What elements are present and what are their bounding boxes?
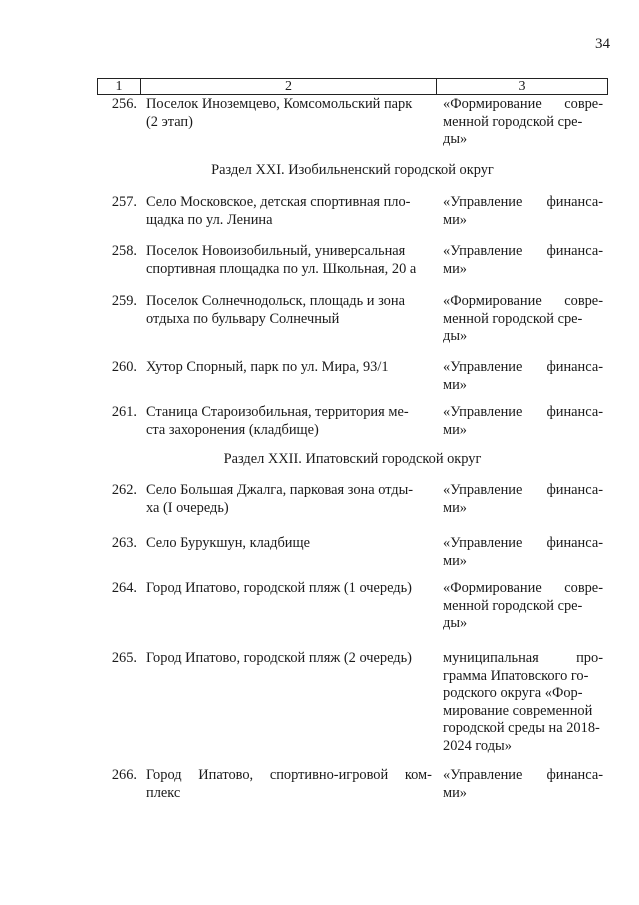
row-program-line: ми»: [443, 260, 468, 277]
row-program-line: мирование современной: [443, 702, 593, 719]
row-name-line: Город Ипатово, городской пляж (1 очередь): [146, 580, 412, 596]
row-program-line: [443, 96, 603, 114]
program-word: финанса-: [546, 404, 603, 420]
row-program: [443, 194, 603, 229]
row-name-line: Поселок Солнечнодольск, площадь и зона: [146, 293, 405, 309]
row-program-line: ми»: [443, 499, 468, 516]
program-word: финанса-: [546, 243, 603, 259]
program-word: «Управление: [443, 767, 523, 783]
header-col-2: 2: [141, 79, 437, 94]
row-program-line: ды»: [443, 615, 468, 631]
row-program: [443, 482, 603, 517]
row-program-line: ды»: [443, 328, 468, 344]
row-program: [443, 359, 603, 394]
row-name-line: ста захоронения (кладбище): [146, 421, 319, 438]
row-program-line: [443, 243, 603, 261]
row-name-line: Хутор Спорный, парк по ул. Мира, 93/1: [146, 359, 389, 375]
row-name: [146, 293, 432, 328]
row-program-line: [443, 650, 603, 668]
row-name-line: Село Большая Джалга, парковая зона отды-: [146, 482, 414, 498]
program-word: «Управление: [443, 243, 523, 259]
row-name: [146, 650, 432, 668]
program-word: «Формирование: [443, 96, 542, 112]
row-name: [146, 580, 432, 598]
program-word: «Управление: [443, 404, 523, 420]
row-name-line: Поселок Иноземцево, Комсомольский парк: [146, 96, 413, 112]
row-name-line: Город Ипатово, городской пляж (2 очередь): [146, 650, 412, 666]
program-word: про-: [576, 650, 603, 666]
row-program-line: [443, 404, 603, 422]
header-col-1: 1: [98, 79, 141, 94]
program-word: «Формирование: [443, 293, 542, 309]
section-heading: Раздел XXII. Ипатовский городской округ: [223, 451, 482, 467]
row-number: 256.: [111, 96, 137, 112]
program-word: «Управление: [443, 535, 523, 551]
row-program-line: городской среды на 2018-: [443, 720, 600, 736]
row-number: 258.: [111, 243, 137, 259]
row-name: [146, 404, 432, 439]
row-name: [146, 96, 432, 131]
program-word: совре-: [564, 580, 603, 596]
row-program: [443, 650, 603, 755]
table-header: [97, 78, 608, 95]
row-program-line: ми»: [443, 376, 468, 393]
program-word: финанса-: [546, 767, 603, 783]
name-word: Ипатово,: [198, 767, 254, 783]
row-number: 265.: [111, 650, 137, 666]
row-number: 261.: [111, 404, 137, 420]
program-word: финанса-: [546, 482, 603, 498]
row-program-line: ми»: [443, 784, 468, 801]
row-name-line: плекс: [146, 784, 181, 801]
row-name-line: Поселок Новоизобильный, универсальная: [146, 243, 406, 259]
row-name: [146, 359, 432, 377]
row-name: [146, 535, 432, 553]
header-col-3: 3: [518, 79, 526, 94]
row-program-line: [443, 767, 603, 785]
row-program: [443, 580, 603, 633]
row-number: 266.: [111, 767, 137, 783]
program-word: финанса-: [546, 194, 603, 210]
name-word: ком-: [404, 767, 432, 783]
row-program-line: ми»: [443, 211, 468, 228]
row-program-line: менной городской сре-: [443, 113, 583, 130]
program-word: совре-: [564, 293, 603, 309]
row-name: [146, 767, 432, 802]
row-program-line: 2024 годы»: [443, 737, 512, 754]
row-number: 262.: [111, 482, 137, 498]
row-program-line: грамма Ипатовского го-: [443, 667, 589, 684]
row-name-line: Станица Староизобильная, территория ме-: [146, 404, 409, 420]
page-number: 34: [595, 36, 610, 52]
row-program: [443, 243, 603, 278]
program-word: совре-: [564, 96, 603, 112]
row-number: 260.: [111, 359, 137, 375]
row-name-line: спортивная площадка по ул. Школьная, 20 а: [146, 260, 417, 277]
row-number: 264.: [111, 580, 137, 596]
row-name-line: щадка по ул. Ленина: [146, 211, 273, 228]
row-program-line: [443, 535, 603, 553]
name-word: Город: [146, 767, 182, 783]
row-name-line: ха (I очередь): [146, 499, 229, 516]
row-program-line: [443, 482, 603, 500]
row-program-line: [443, 293, 603, 311]
row-program: [443, 96, 603, 149]
row-name-line: (2 этап): [146, 113, 193, 130]
row-number: 257.: [111, 194, 137, 210]
name-word: спортивно-игровой: [269, 767, 389, 783]
program-word: финанса-: [546, 359, 603, 375]
row-name-line: [146, 767, 432, 785]
row-name-line: отдыха по бульвару Солнечный: [146, 310, 340, 327]
row-program-line: ды»: [443, 131, 468, 147]
row-program-line: [443, 194, 603, 212]
row-program-line: ми»: [443, 552, 468, 569]
row-name: [146, 482, 432, 517]
row-program: [443, 767, 603, 802]
row-program-line: родского округа «Фор-: [443, 685, 583, 701]
row-program: [443, 404, 603, 439]
row-program-line: менной городской сре-: [443, 310, 583, 327]
program-word: «Управление: [443, 194, 523, 210]
row-name: [146, 243, 432, 278]
row-program-line: менной городской сре-: [443, 597, 583, 614]
section-heading: Раздел XXI. Изобильненский городской округ: [211, 162, 494, 178]
program-word: «Управление: [443, 482, 523, 498]
row-name-line: Село Бурукшун, кладбище: [146, 535, 310, 551]
row-program: [443, 535, 603, 570]
row-number: 259.: [111, 293, 137, 309]
program-word: «Формирование: [443, 580, 542, 596]
row-program-line: [443, 580, 603, 598]
row-program: [443, 293, 603, 346]
row-program-line: ми»: [443, 421, 468, 438]
program-word: муниципальная: [443, 650, 539, 666]
row-name: [146, 194, 432, 229]
program-word: финанса-: [546, 535, 603, 551]
program-word: «Управление: [443, 359, 523, 375]
row-name-line: Село Московское, детская спортивная пло-: [146, 194, 411, 210]
row-number: 263.: [111, 535, 137, 551]
row-program-line: [443, 359, 603, 377]
